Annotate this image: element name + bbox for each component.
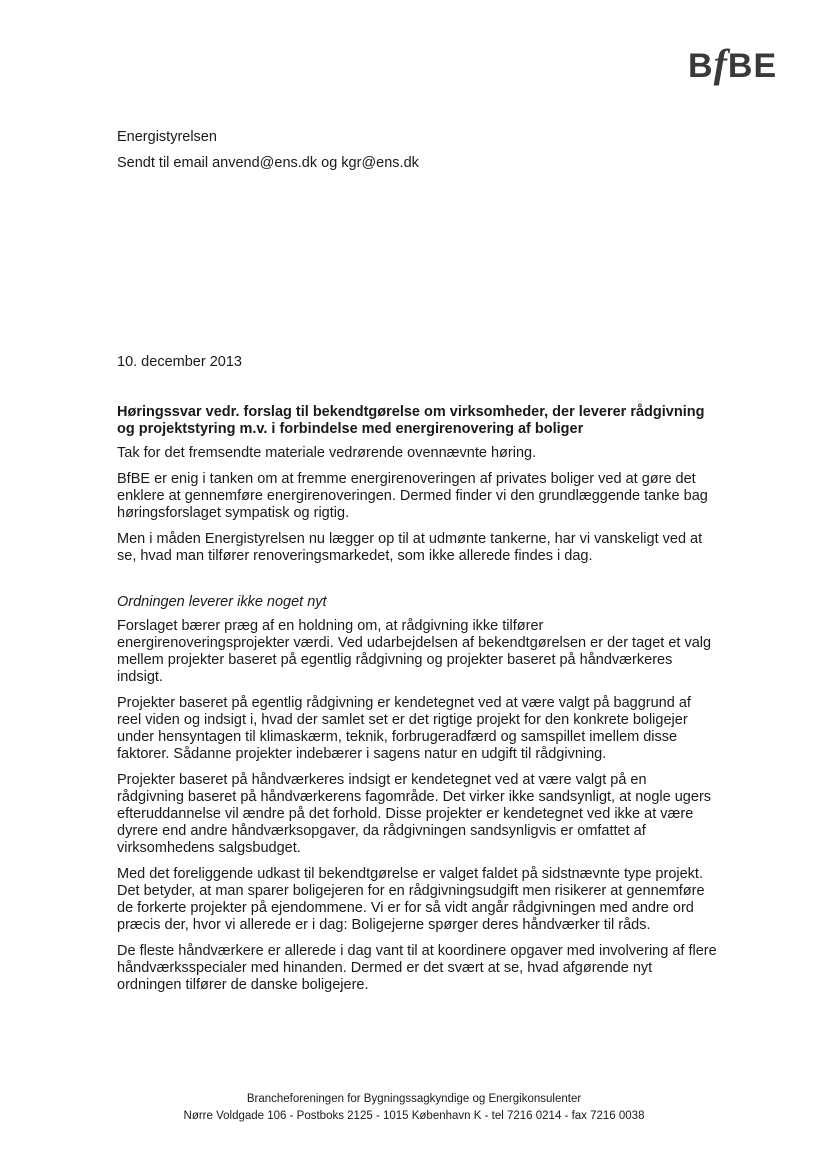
section-paragraph: De fleste håndværkere er allerede i dag vant til at koordinere opgaver med involvering af flere håndværksspecialer med hinanden. Dermed er det svært at se, hvad afgørende nyt ordningen tilfører de danske boligejere. [117, 943, 717, 993]
recipient-sent-line: Sendt til email anvend@ens.dk og kgr@ens.dk [117, 155, 419, 171]
intro-paragraph: Tak for det fremsendte materiale vedrørende ovennævnte høring. [117, 445, 537, 461]
footer-address: Nørre Voldgade 106 - Postboks 2125 - 1015 København K - tel 7216 0214 - fax 7216 0038 [183, 1110, 645, 1122]
logo-text-be: BE [727, 47, 778, 85]
footer-organization: Brancheforeningen for Bygningssagkyndige og Energikonsulenter [246, 1093, 582, 1105]
letter-title: Høringssvar vedr. forslag til bekendtgørelse om virksomheder, der leverer rådgivning og projektstyring m.v. i forbindelse med energirenovering af boliger [117, 404, 705, 437]
letter-date: 10. december 2013 [117, 354, 242, 370]
letter-body [117, 404, 717, 1003]
logo-text-f: f [713, 41, 728, 86]
section-paragraph: Projekter baseret på håndværkeres indsigt er kendetegnet ved at være valgt på en rådgivning baseret på håndværkerens fagområde. Det virker ikke sandsynligt, at nogle ugers efteruddannelse vil ændre på det forhold. Disse projekter er kendetegnet ved ikke at være dyrere end andre håndværksopgaver, da rådgivningen sandsynligvis er omfattet af virksomhedens salgsbudget. [117, 772, 712, 856]
bfbe-logo [688, 40, 777, 87]
intro-paragraph: BfBE er enig i tanken om at fremme energirenoveringen af privates boliger ved at gøre det enklere at gennemføre energirenoveringen. Dermed finder vi den grundlæggende tanke bag høringsforslaget sympatisk og rigtig. [117, 471, 708, 521]
intro-paragraph: Men i måden Energistyrelsen nu lægger op til at udmønte tankerne, har vi vanskeligt ved at se, hvad man tilfører renoveringsmarkedet, som ikke allerede findes i dag. [117, 531, 703, 564]
section-paragraph: Forslaget bærer præg af en holdning om, at rådgivning ikke tilfører energirenoveringsprojekter værdi. Ved udarbejdelsen af bekendtgørelsen er der taget et valg mellem projekter baseret på egentlig rådgivning og projekter baseret på håndværkeres indsigt. [117, 618, 712, 685]
section-paragraph: Med det foreliggende udkast til bekendtgørelse er valget faldet på sidstnævnte type projekt. Det betyder, at man sparer boligejeren for en rådgivningsudgift men risikerer at gennemføre de forkerte projekter på ejendommene. Vi er for så vidt angår rådgivningen med andre ord præcis der, hvor vi allerede er i dag: Boligejerne spørger deres håndværker til råds. [117, 866, 705, 933]
section-paragraph: Projekter baseret på egentlig rådgivning er kendetegnet ved at være valgt på baggrund af reel viden og indsigt i, hvad der samlet set er det rigtige projekt for den konkrete boligejer under hensyntagen til klimaskærm, teknik, forbrugeradfærd og samspillet imellem disse faktorer. Sådanne projekter indebærer i sagens natur en udgift til rådgivning. [117, 695, 691, 762]
recipient-name: Energistyrelsen [117, 129, 217, 145]
section-heading: Ordningen leverer ikke noget nyt [117, 594, 327, 610]
logo-text-b: B [688, 47, 714, 85]
